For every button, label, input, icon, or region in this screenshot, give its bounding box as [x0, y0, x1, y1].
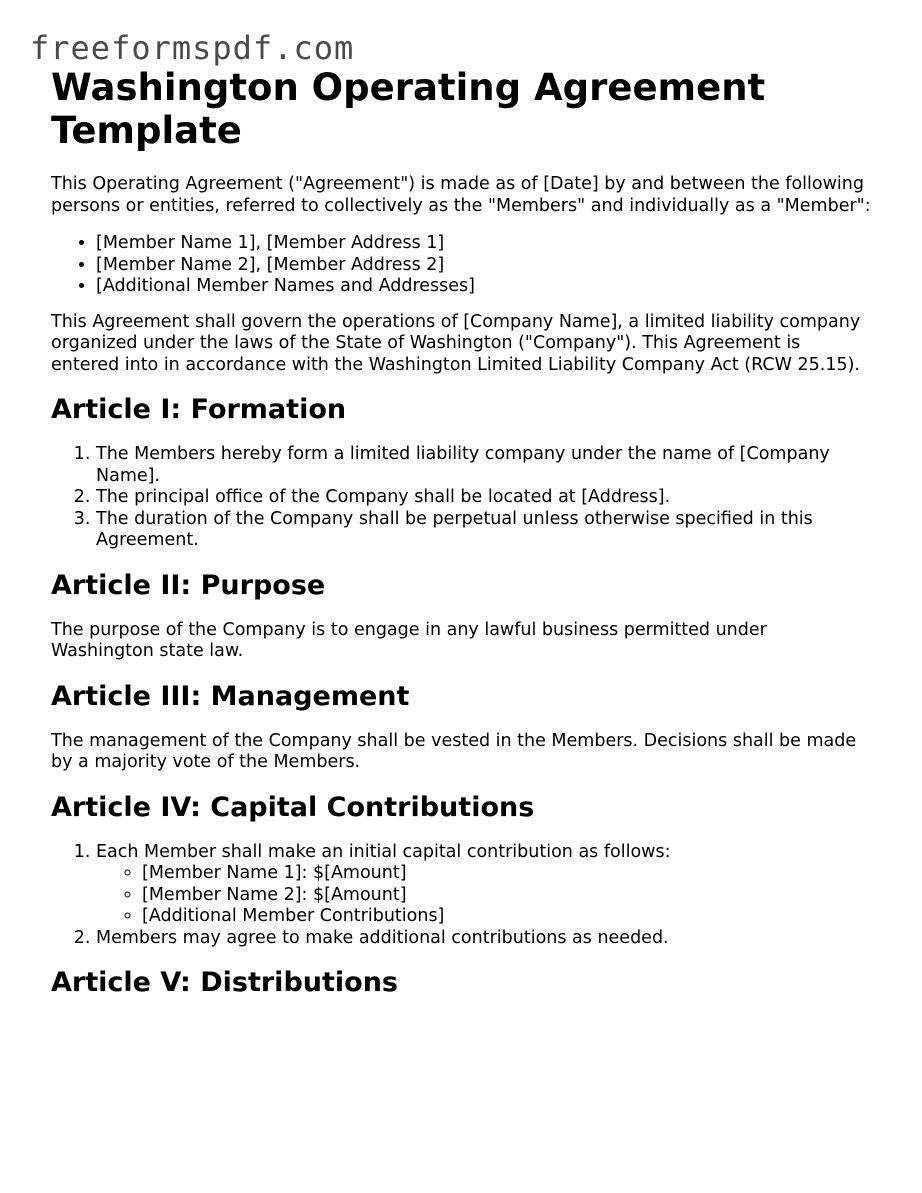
contribution-item: ◦ [Member Name 2]: $[Amount] [142, 885, 871, 907]
article-management-heading: Article III: Management [51, 680, 410, 712]
member-list [51, 233, 871, 298]
article-formation-heading: Article I: Formation [51, 394, 347, 425]
member-list-item: • [Additional Member Names and Addresses] [96, 276, 871, 298]
member-list-item: • [Member Name 1], [Member Address 1] [96, 233, 871, 255]
contribution-item: ◦ [Additional Member Contributions] [142, 906, 871, 928]
capital-item-text: Each Member shall make an initial capital contribution as follows: [96, 841, 671, 862]
formation-item: 3. The duration of the Company shall be perpetual unless otherwise specified in this Agreement. [96, 509, 871, 552]
document-title: Washington Operating Agreement Template [51, 66, 766, 152]
purpose-paragraph: The purpose of the Company is to engage in any lawful business permitted under Washington state law. [51, 619, 767, 661]
formation-item: 1. The Members hereby form a limited liability company under the name of [Company Name]. [96, 444, 871, 487]
article-capital-heading: Article IV: Capital Contributions [51, 791, 535, 823]
management-paragraph: The management of the Company shall be vested in the Members. Decisions shall be made by a majority vote of the Members. [51, 730, 857, 772]
article-distributions-heading: Article V: Distributions [51, 967, 398, 998]
governance-paragraph: This Agreement shall govern the operations of [Company Name], a limited liability company organized under the laws of the State of Washington ("Company"). This Agreement is entered into in accordance with the Washington Limited Liability Company Act (RCW 25.15). [51, 311, 861, 375]
intro-paragraph: This Operating Agreement ("Agreement") is made as of [Date] by and between the following persons or entities, referred to collectively as the "Members" and individually as a "Member": [51, 174, 871, 216]
formation-item: 2. The principal office of the Company shall be located at [Address]. [96, 487, 871, 509]
capital-list [51, 842, 871, 950]
document-body [51, 66, 871, 1017]
article-purpose-heading: Article II: Purpose [51, 569, 326, 601]
site-watermark: freeformspdf.com [30, 29, 355, 67]
formation-list [51, 444, 871, 552]
member-list-item: • [Member Name 2], [Member Address 2] [96, 255, 871, 277]
contribution-list [96, 863, 871, 928]
capital-item: 2. Members may agree to make additional contributions as needed. [96, 928, 871, 950]
capital-item [96, 842, 871, 928]
contribution-item: ◦ [Member Name 1]: $[Amount] [142, 863, 871, 885]
